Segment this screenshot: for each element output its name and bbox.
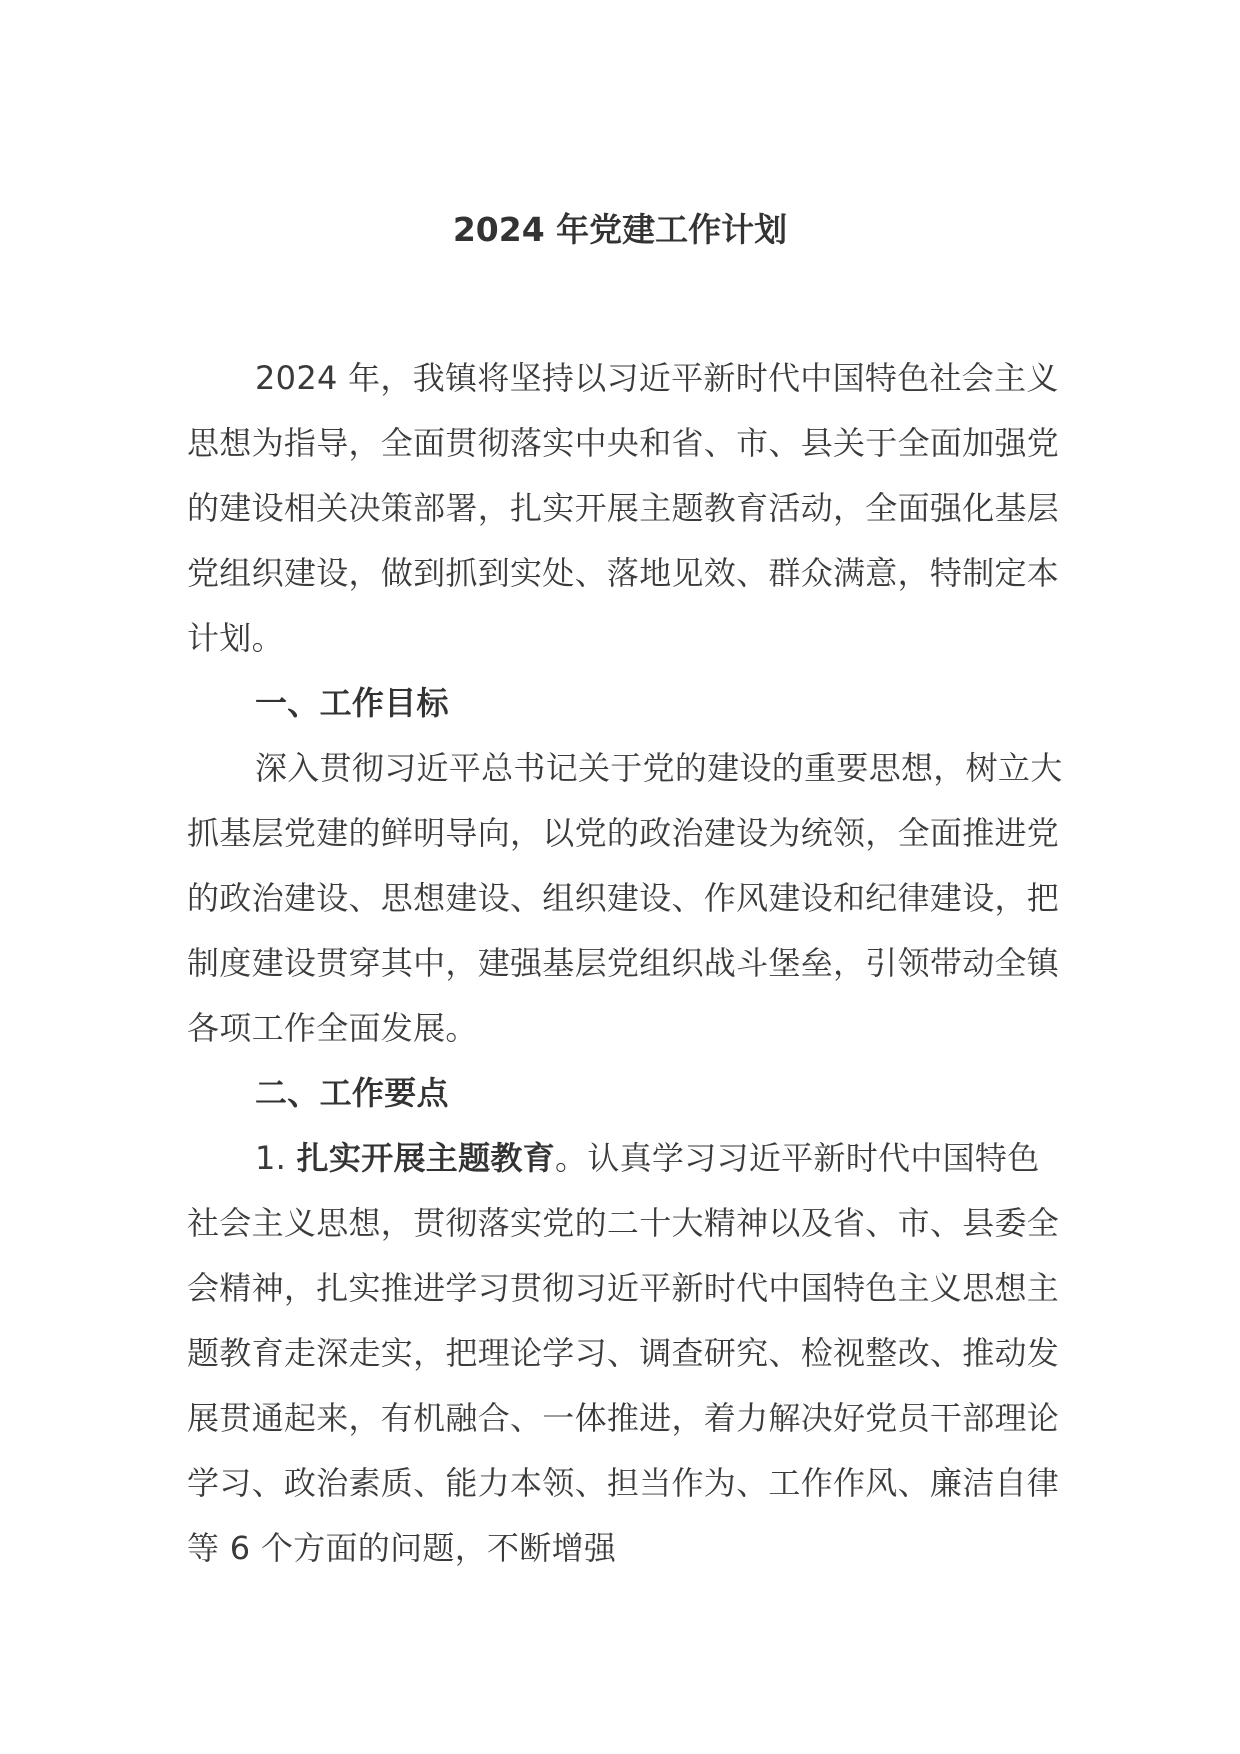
section-heading-key-points: 二、工作要点 <box>255 1074 449 1112</box>
key-point-1-number: 1. <box>255 1139 297 1177</box>
document-body <box>187 346 1065 1581</box>
key-point-1-body: 。认真学习习近平新时代中国特色社会主义思想，贯彻落实党的二十大精神以及省、市、县委全会精神，扎实推进学习贯彻习近平新时代中国特色主义思想主题教育走深走实，把理论学习、调查研究、检视整改、推动发展贯通起来，有机融合、一体推进，着力解决好党员干部理论学习、政治素质、能力本领、担当作为、工作作风、廉洁自律等 6 个方面的问题，不断增强 <box>187 1139 1060 1567</box>
goals-paragraph: 深入贯彻习近平总书记关于党的建设的重要思想，树立大抓基层党建的鲜明导向，以党的政治建设为统领，全面推进党的政治建设、思想建设、组织建设、作风建设和纪律建设，把制度建设贯穿其中，建强基层党组织战斗堡垒，引领带动全镇各项工作全面发展。 <box>187 749 1063 1047</box>
key-point-1-paragraph <box>187 1126 1065 1581</box>
key-point-1-lead: 扎实开展主题教育 <box>296 1139 556 1177</box>
intro-paragraph: 2024 年，我镇将坚持以习近平新时代中国特色社会主义思想为指导，全面贯彻落实中央和省、市、县关于全面加强党的建设相关决策部署，扎实开展主题教育活动，全面强化基层党组织建设，做到抓到实处、落地见效、群众满意，特制定本计划。 <box>187 359 1060 657</box>
document-title: 2024 年党建工作计划 <box>452 210 788 249</box>
section-heading-goals: 一、工作目标 <box>255 684 449 722</box>
